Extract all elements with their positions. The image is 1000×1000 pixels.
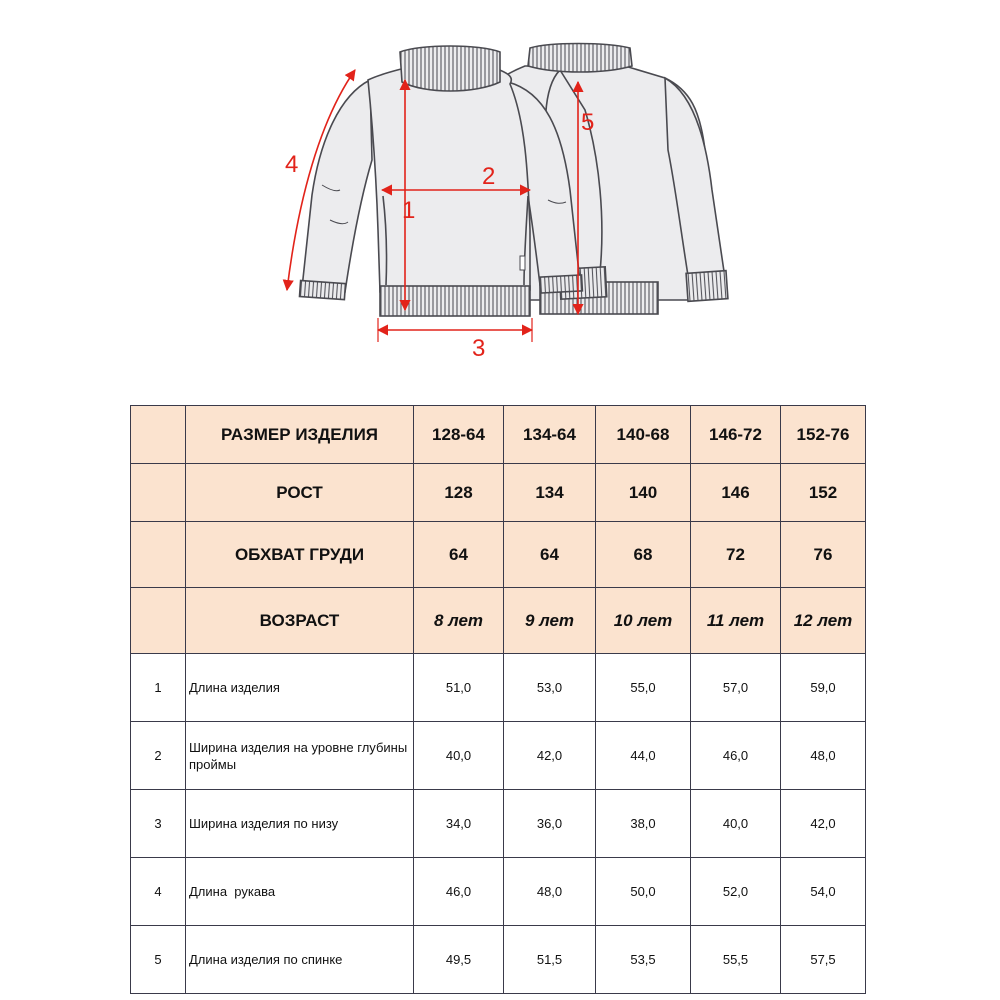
row-description: Длина рукава — [186, 858, 414, 926]
row-value: 59,0 — [781, 654, 866, 722]
header-value: 8 лет — [414, 588, 504, 654]
header-value: 64 — [414, 522, 504, 588]
row-value: 48,0 — [504, 858, 596, 926]
dimension-label-3: 3 — [472, 335, 486, 362]
row-number: 5 — [131, 926, 186, 994]
dimension-label-1: 1 — [402, 197, 416, 224]
dimension-label-2: 2 — [482, 163, 496, 190]
row-value: 54,0 — [781, 858, 866, 926]
header-empty-cell — [131, 464, 186, 522]
row-description: Ширина изделия по низу — [186, 790, 414, 858]
row-value: 52,0 — [691, 858, 781, 926]
dimension-label-4: 4 — [285, 151, 299, 178]
row-number: 1 — [131, 654, 186, 722]
header-value: 134 — [504, 464, 596, 522]
header-row-chest — [131, 522, 866, 588]
row-value: 57,0 — [691, 654, 781, 722]
row-value: 53,5 — [596, 926, 691, 994]
table-row — [131, 858, 866, 926]
row-value: 44,0 — [596, 722, 691, 790]
header-value: 128-64 — [414, 406, 504, 464]
header-empty-cell — [131, 522, 186, 588]
row-value: 36,0 — [504, 790, 596, 858]
header-value: 64 — [504, 522, 596, 588]
row-description: Ширина изделия на уровне глубины проймы — [186, 722, 414, 790]
header-value: 68 — [596, 522, 691, 588]
row-description: Длина изделия по спинке — [186, 926, 414, 994]
header-row-age — [131, 588, 866, 654]
row-description: Длина изделия — [186, 654, 414, 722]
row-value: 55,5 — [691, 926, 781, 994]
row-number: 4 — [131, 858, 186, 926]
header-value: 12 лет — [781, 588, 866, 654]
header-label: РОСТ — [186, 464, 414, 522]
row-value: 51,5 — [504, 926, 596, 994]
header-value: 146-72 — [691, 406, 781, 464]
row-value: 53,0 — [504, 654, 596, 722]
row-value: 55,0 — [596, 654, 691, 722]
table-row — [131, 926, 866, 994]
row-value: 48,0 — [781, 722, 866, 790]
header-value: 134-64 — [504, 406, 596, 464]
header-label: ВОЗРАСТ — [186, 588, 414, 654]
header-value: 140-68 — [596, 406, 691, 464]
row-value: 50,0 — [596, 858, 691, 926]
dimension-label-5: 5 — [581, 109, 595, 136]
size-chart-table — [130, 405, 866, 994]
header-value: 146 — [691, 464, 781, 522]
header-value: 11 лет — [691, 588, 781, 654]
header-row-height — [131, 464, 866, 522]
row-number: 3 — [131, 790, 186, 858]
header-value: 72 — [691, 522, 781, 588]
row-value: 57,5 — [781, 926, 866, 994]
table-row — [131, 790, 866, 858]
row-value: 49,5 — [414, 926, 504, 994]
table-row — [131, 654, 866, 722]
header-value: 152 — [781, 464, 866, 522]
garment-sketch — [0, 0, 1000, 380]
row-value: 34,0 — [414, 790, 504, 858]
header-label: РАЗМЕР ИЗДЕЛИЯ — [186, 406, 414, 464]
header-value: 76 — [781, 522, 866, 588]
row-value: 40,0 — [414, 722, 504, 790]
header-value: 9 лет — [504, 588, 596, 654]
row-value: 42,0 — [781, 790, 866, 858]
row-value: 40,0 — [691, 790, 781, 858]
header-empty-cell — [131, 406, 186, 464]
header-empty-cell — [131, 588, 186, 654]
table-row — [131, 722, 866, 790]
row-value: 42,0 — [504, 722, 596, 790]
row-value: 46,0 — [414, 858, 504, 926]
header-label: ОБХВАТ ГРУДИ — [186, 522, 414, 588]
header-value: 128 — [414, 464, 504, 522]
row-number: 2 — [131, 722, 186, 790]
header-value: 10 лет — [596, 588, 691, 654]
row-value: 51,0 — [414, 654, 504, 722]
row-value: 46,0 — [691, 722, 781, 790]
row-value: 38,0 — [596, 790, 691, 858]
header-row-size — [131, 406, 866, 464]
header-value: 152-76 — [781, 406, 866, 464]
header-value: 140 — [596, 464, 691, 522]
